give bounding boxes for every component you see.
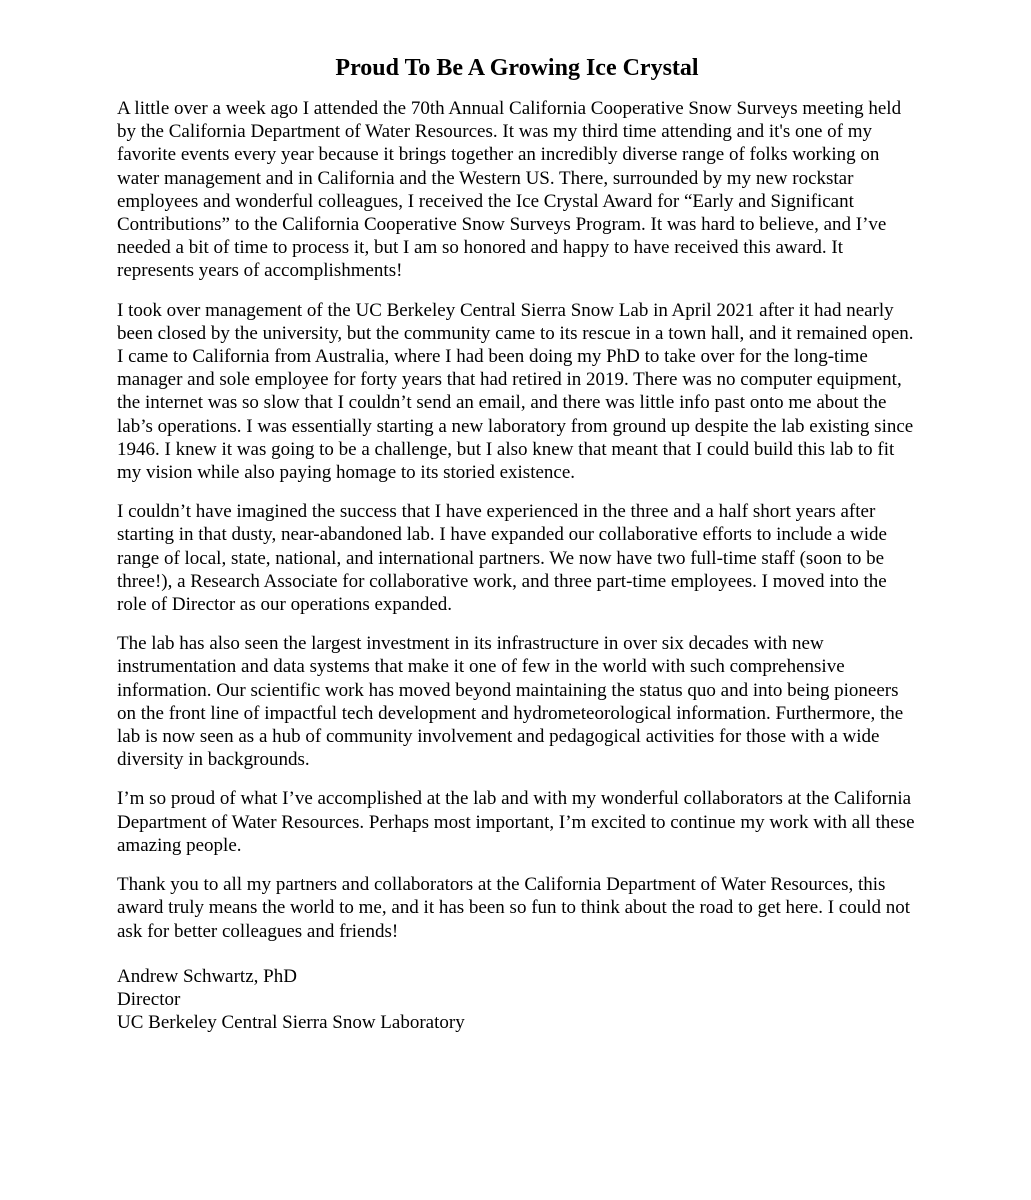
- paragraph-award: A little over a week ago I attended the 70th Annual California Cooperative Snow Surveys meeting held by the California Department of Water Resources. It was my third time attending and it's one of my favorite events every year because it brings together an incredibly diverse range of folks working on water management and in California and the Western US. There, surrounded by my new rockstar employees and wonderful colleagues, I received the Ice Crystal Award for “Early and Significant Contributions” to the California Cooperative Snow Surveys Program. It was hard to believe, and I’ve needed a bit of time to process it, but I am so honored and happy to have received this award. It represents years of accomplishments!: [117, 98, 902, 282]
- paragraph-growth: I couldn’t have imagined the success that I have experienced in the three and a half short years after starting in that dusty, near-abandoned lab. I have expanded our collaborative efforts to include a wide range of local, state, national, and international partners. We now have two full-time staff (soon to be three!), a Research Associate for collaborative work, and three part-time employees. I moved into the role of Director as our operations expanded.: [117, 501, 887, 616]
- signature-role: Director: [117, 988, 181, 1010]
- letter-document: [117, 52, 917, 1034]
- signature-name: Andrew Schwartz, PhD: [117, 965, 297, 987]
- paragraph-lab-history: I took over management of the UC Berkeley Central Sierra Snow Lab in April 2021 after it had nearly been closed by the university, but the community came to its rescue in a town hall, and it remained open. I came to California from Australia, where I had been doing my PhD to take over for the long-time manager and sole employee for forty years that had retired in 2019. There was no computer equipment, the internet was so slow that I couldn’t send an email, and there was little info past onto me about the lab’s operations. I was essentially starting a new laboratory from ground up despite the lab existing since 1946. I knew it was going to be a challenge, but I also knew that meant that I could build this lab to fit my vision while also paying homage to its storied existence.: [117, 299, 914, 484]
- paragraph-investment: The lab has also seen the largest investment in its infrastructure in over six decades with new instrumentation and data systems that make it one of few in the world with such comprehensive information. Our scientific work has moved beyond maintaining the status quo and into being pioneers on the front line of impactful tech development and hydrometeorological information. Furthermore, the lab is now seen as a hub of community involvement and pedagogical activities for those with a wide diversity in backgrounds.: [117, 633, 904, 771]
- paragraph-pride: I’m so proud of what I’ve accomplished at the lab and with my wonderful collaborators at the California Department of Water Resources. Perhaps most important, I’m excited to continue my work with all these amazing people.: [117, 788, 915, 856]
- paragraph-thanks: Thank you to all my partners and collaborators at the California Department of Water Resources, this award truly means the world to me, and it has been so fun to think about the road to get here. I could not ask for better colleagues and friends!: [117, 874, 911, 942]
- page-title: Proud To Be A Growing Ice Crystal: [335, 55, 699, 81]
- signature-organization: UC Berkeley Central Sierra Snow Laboratory: [117, 1012, 465, 1034]
- title-container: [117, 52, 917, 84]
- signature-block: [117, 965, 917, 1035]
